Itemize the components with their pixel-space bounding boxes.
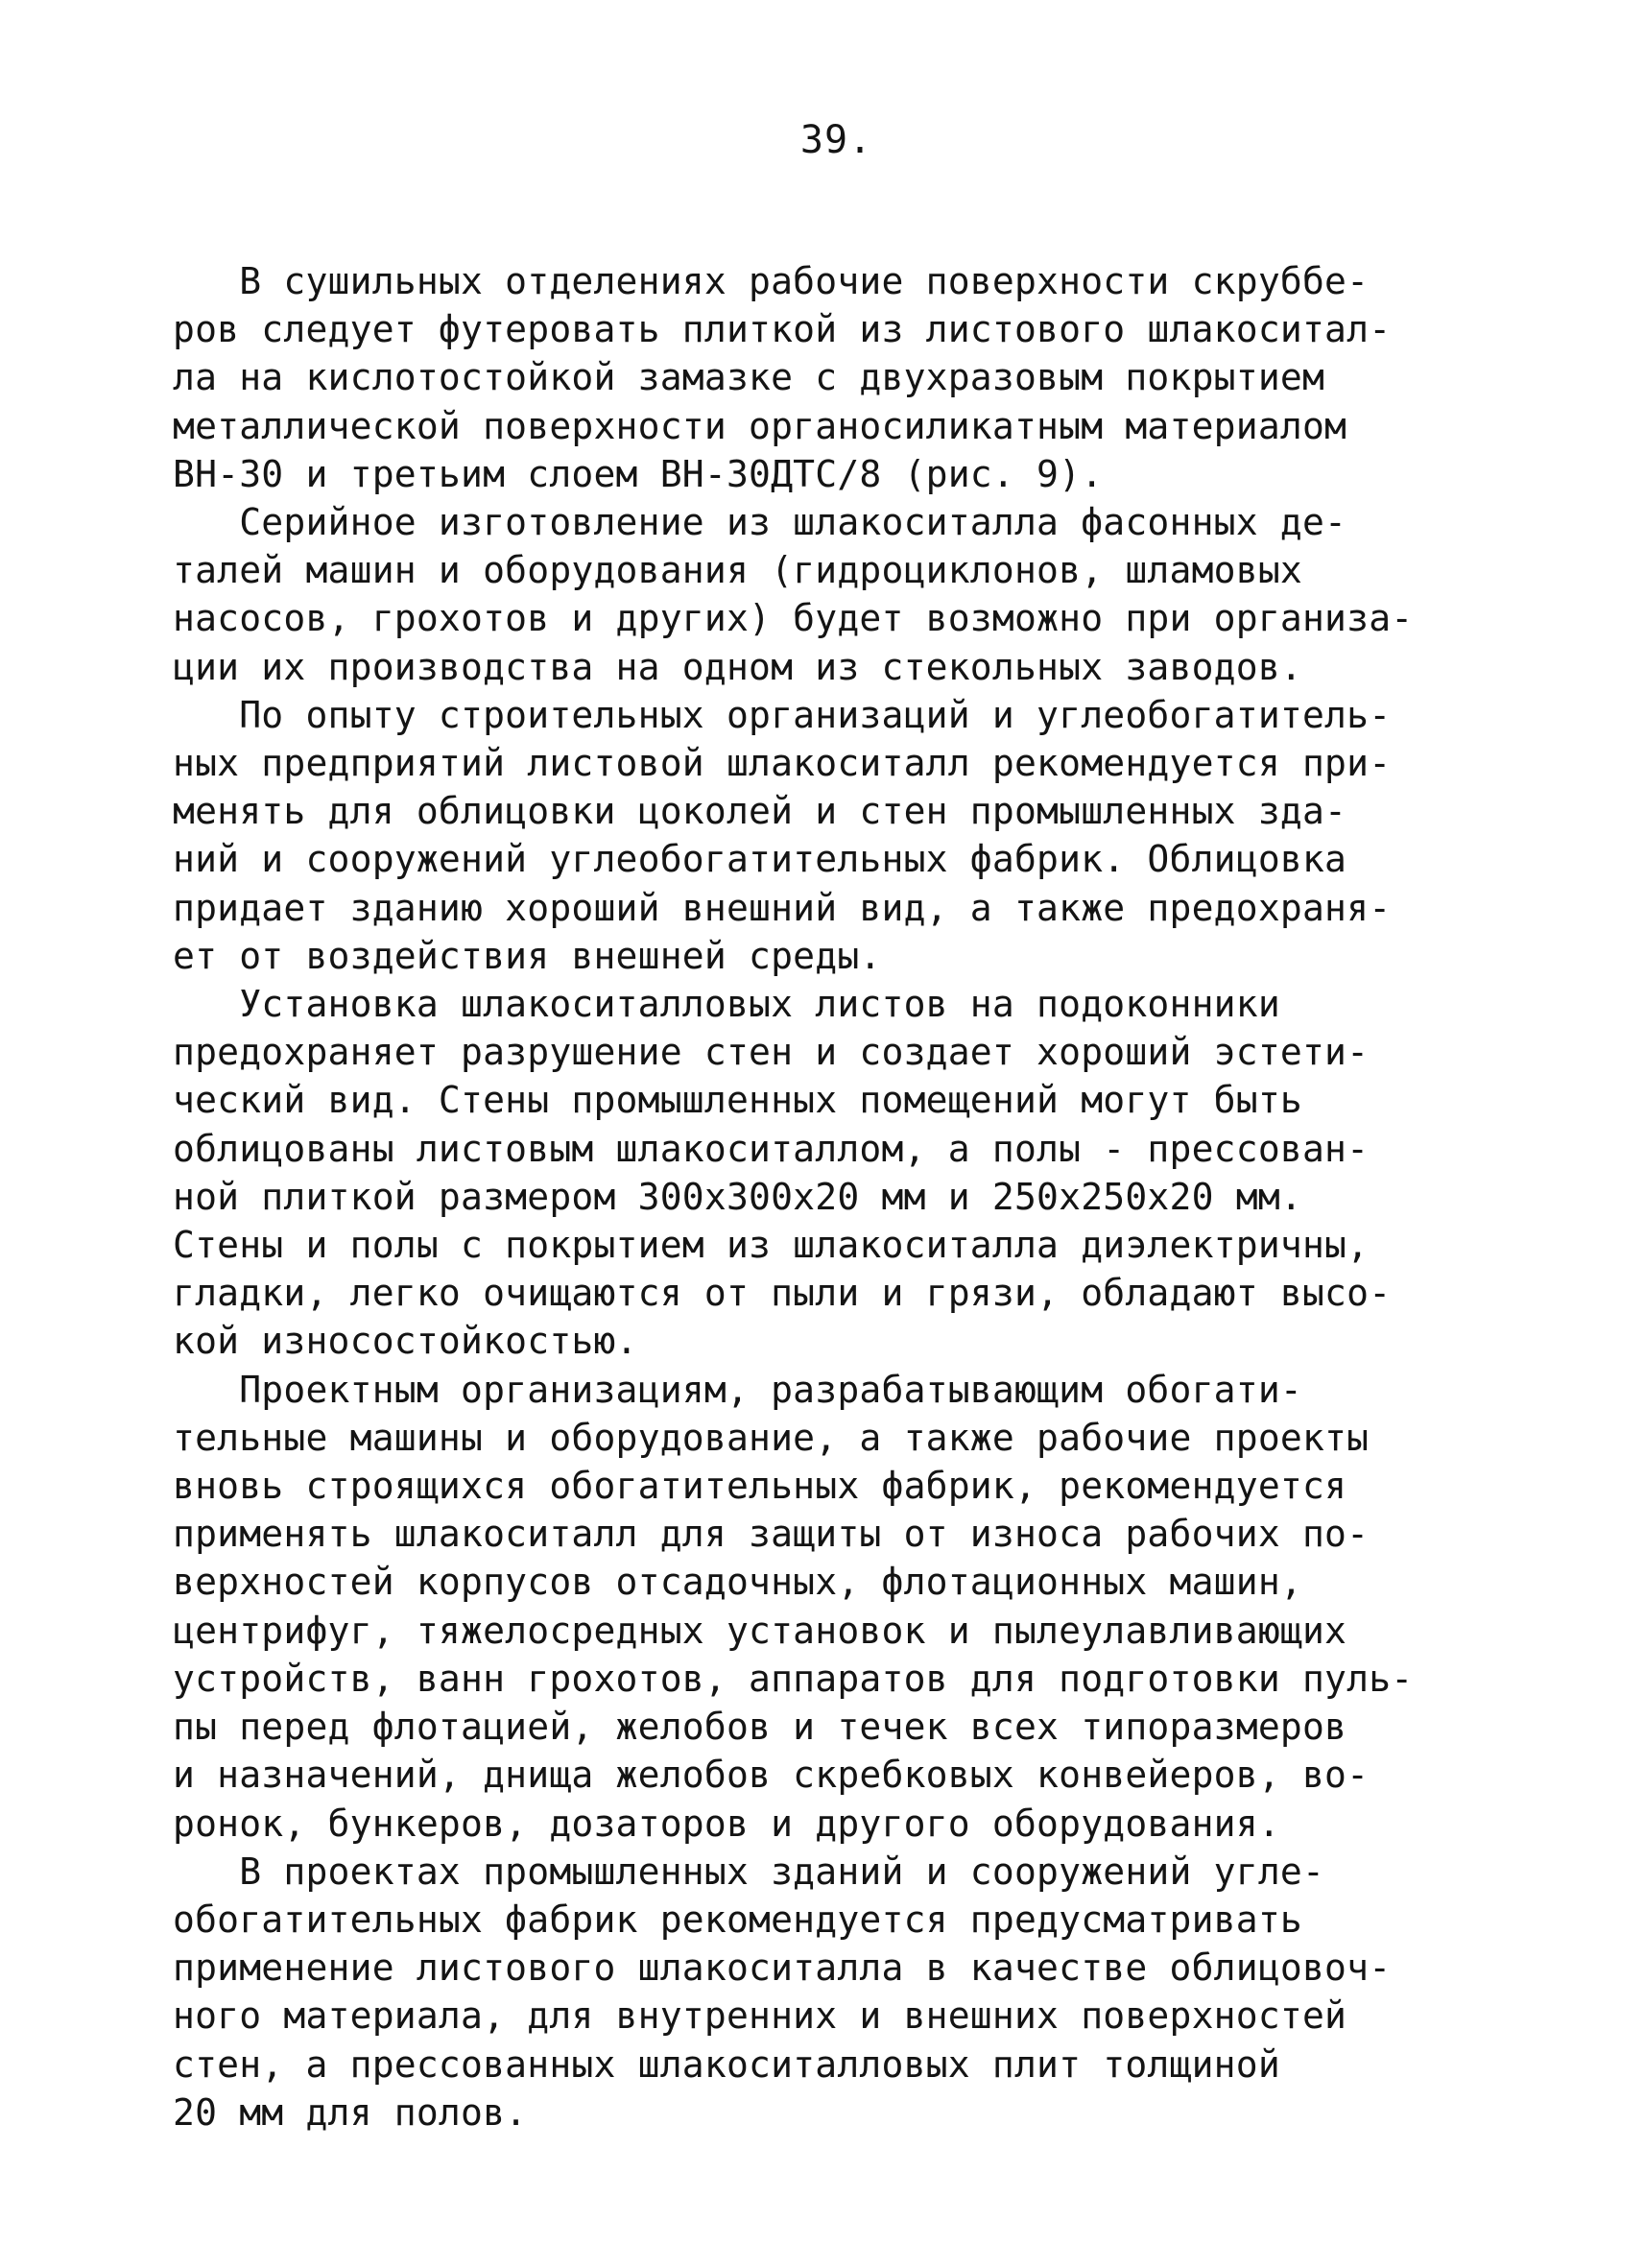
text-line: талей машин и оборудования (гидроциклонов, шламовых bbox=[173, 549, 1302, 592]
text-line: ных предприятий листовой шлакоситалл рекомендуется при- bbox=[173, 742, 1392, 785]
text-line: и назначений, днища желобов скребковых конвейеров, во- bbox=[173, 1754, 1370, 1797]
text-line: ет от воздействия внешней среды. bbox=[173, 934, 882, 977]
text-line: придает зданию хороший внешний вид, а также предохраня- bbox=[173, 886, 1392, 929]
text-line: применять шлакоситалл для защиты от износа рабочих по- bbox=[173, 1513, 1370, 1556]
paragraph-6 bbox=[173, 1848, 1497, 2137]
text-line: В проектах промышленных зданий и сооружений угле- bbox=[173, 1850, 1325, 1893]
text-line: кой износостойкостью. bbox=[173, 1320, 638, 1363]
paragraph-3 bbox=[173, 691, 1497, 980]
text-line: ВН-30 и третьим слоем ВН-30ДТС/8 (рис. 9). bbox=[173, 452, 1104, 495]
text-line: ний и сооружений углеобогатительных фабрик. Облицовка bbox=[173, 838, 1347, 881]
text-line: предохраняет разрушение стен и создает хороший эстети- bbox=[173, 1031, 1370, 1074]
paragraph-2 bbox=[173, 498, 1497, 691]
text-line: Установка шлакоситалловых листов на подоконники bbox=[173, 983, 1280, 1026]
paragraph-4 bbox=[173, 980, 1497, 1366]
text-line: Проектным организациям, разрабатывающим обогати- bbox=[173, 1368, 1302, 1411]
text-line: ческий вид. Стены промышленных помещений могут быть bbox=[173, 1079, 1302, 1122]
page-number: 39. bbox=[799, 118, 873, 162]
text-line: ной плиткой размером 300x300x20 мм и 250x250x20 мм. bbox=[173, 1175, 1302, 1218]
text-line: Стены и полы с покрытием из шлакоситалла диэлектричны, bbox=[173, 1224, 1370, 1267]
text-line: По опыту строительных организаций и углеобогатитель- bbox=[173, 693, 1392, 736]
text-line: 20 мм для полов. bbox=[173, 2090, 528, 2134]
text-line: насосов, грохотов и других) будет возможно при организа- bbox=[173, 597, 1414, 640]
text-line: тельные машины и оборудование, а также рабочие проекты bbox=[173, 1416, 1370, 1459]
text-line: Серийное изготовление из шлакоситалла фасонных де- bbox=[173, 501, 1347, 544]
text-line: облицованы листовым шлакоситаллом, а полы - прессован- bbox=[173, 1127, 1370, 1170]
paragraph-1 bbox=[173, 257, 1497, 498]
text-line: ного материала, для внутренних и внешних поверхностей bbox=[173, 1994, 1347, 2038]
text-line: В сушильных отделениях рабочие поверхности скруббе- bbox=[173, 260, 1370, 302]
body-text bbox=[173, 257, 1497, 2137]
paragraph-5 bbox=[173, 1366, 1497, 1848]
text-line: применение листового шлакоситалла в качестве облицовоч- bbox=[173, 1946, 1392, 1990]
text-line: пы перед флотацией, желобов и течек всех типоразмеров bbox=[173, 1706, 1347, 1749]
text-line: ла на кислотостойкой замазке с двухразовым покрытием bbox=[173, 356, 1325, 399]
text-line: вновь строящихся обогатительных фабрик, рекомендуется bbox=[173, 1465, 1347, 1508]
text-line: менять для облицовки цоколей и стен промышленных зда- bbox=[173, 790, 1347, 833]
text-line: ров следует футеровать плиткой из листового шлакоситал- bbox=[173, 308, 1392, 351]
text-line: металлической поверхности органосиликатным материалом bbox=[173, 404, 1347, 447]
text-line: ронок, бункеров, дозаторов и другого оборудования. bbox=[173, 1802, 1280, 1845]
text-line: ции их производства на одном из стекольных заводов. bbox=[173, 645, 1302, 688]
text-line: верхностей корпусов отсадочных, флотационных машин, bbox=[173, 1561, 1302, 1604]
text-line: обогатительных фабрик рекомендуется предусматривать bbox=[173, 1898, 1302, 1941]
text-line: стен, а прессованных шлакоситалловых плит толщиной bbox=[173, 2042, 1280, 2086]
text-line: центрифуг, тяжелосредных установок и пылеулавливающих bbox=[173, 1609, 1347, 1652]
text-line: устройств, ванн грохотов, аппаратов для подготовки пуль- bbox=[173, 1657, 1414, 1700]
text-line: гладки, легко очищаются от пыли и грязи, обладают высо- bbox=[173, 1272, 1392, 1315]
